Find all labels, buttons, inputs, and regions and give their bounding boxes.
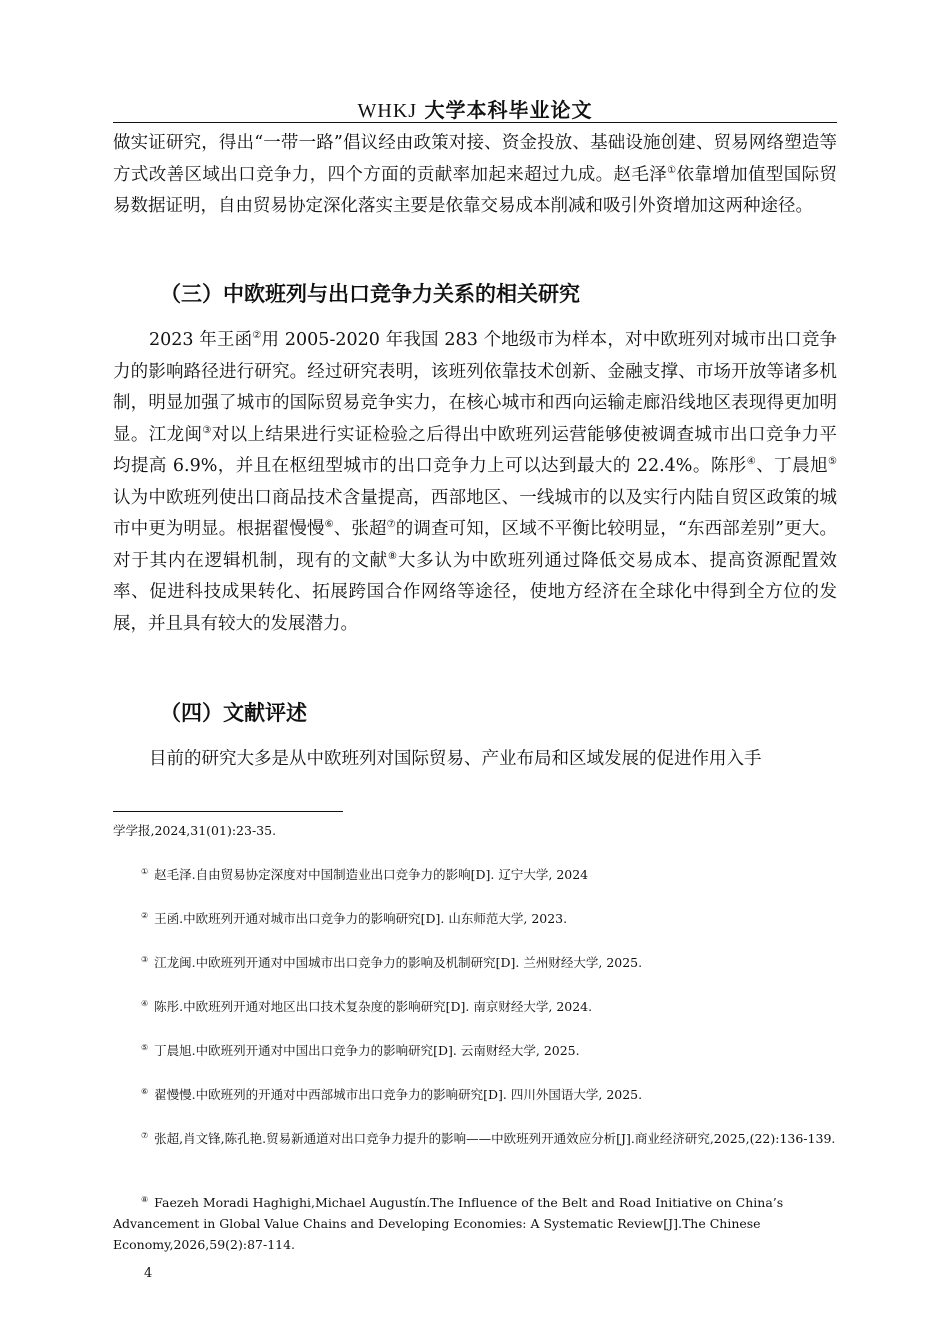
footnote-5: ⑤ 丁晨旭.中欧班列开通对中国出口竞争力的影响研究[D]. 云南财经大学, 2025. (141, 1042, 580, 1058)
footnote-4: ④ 陈彤.中欧班列开通对地区出口技术复杂度的影响研究[D]. 南京财经大学, 2024. (141, 998, 593, 1014)
footnote-mark: ⑦ (141, 1130, 149, 1140)
body-paragraph-2: 2023 年王函②用 2005-2020 年我国 283 个地级市为样本，对中欧班列对城市出口竞争力的影响路径进行研究。经过研究表明，该班列依靠技术创新、金融支撑、市场开放等诸多机制，明显加强了城市的国际贸易竞争实力，在核心城市和西向运输走廊沿线地区表现得更加明显。江龙闽③对以上结果进行实证检验之后得出中欧班列运营能够使被调查城市出口竞争力平均提高 6.9%，并且在枢纽型城市的出口竞争力上可以达到最大的 22.4%。陈彤④、丁晨旭⑤认为中欧班列使出口商品技术含量提高，西部地区、一线城市的以及实行内陆自贸区政策的城市中更为明显。根据翟慢慢⑥、张超⑦的调查可知，区域不平衡比较明显，“东西部差别”更大。对于其内在逻辑机制，现有的文献⑧大多认为中欧班列通过降低交易成本、提高资源配置效率、促进科技成果转化、拓展跨国合作网络等途径，使地方经济在全球化中得到全方位的发展，并且具有较大的发展潜力。 (113, 330, 838, 634)
footnote-3: ③ 江龙闽.中欧班列开通对中国城市出口竞争力的影响及机制研究[D]. 兰州财经大学, 2025. (141, 954, 643, 970)
page-number: 4 (144, 1266, 153, 1281)
footnote-ref: ② (252, 330, 262, 342)
body-paragraph-1: 做实证研究，得出“一带一路”倡议经由政策对接、资金投放、基础设施创建、贸易网络塑造等方式改善区域出口竞争力，四个方面的贡献率加起来超过九成。赵毛泽①依靠增加值型国际贸易数据证明，自由贸易协定深化落实主要是依靠交易成本削减和吸引外资增加这两种途径。 (113, 133, 838, 216)
footnote-mark: ① (141, 866, 149, 876)
section-heading-3: （三）中欧班列与出口竞争力关系的相关研究 (160, 282, 580, 306)
footnote-ref: ① (667, 164, 677, 176)
footnote-ref: ⑧ (388, 550, 398, 562)
footnote-mark: ⑤ (141, 1042, 149, 1052)
footnote-mark: ⑥ (141, 1086, 149, 1096)
section-heading-4: （四）文献评述 (160, 701, 307, 725)
footnote-7: ⑦ 张超,肖文锋,陈孔艳.贸易新通道对出口竞争力提升的影响——中欧班列开通效应分析[J].商业经济研究,2025,(22):136-139. (141, 1130, 836, 1146)
footnote-ref: ④ (746, 456, 757, 468)
header-title: 大学本科毕业论文 (424, 98, 593, 122)
footnote-2: ② 王函.中欧班列开通对城市出口竞争力的影响研究[D]. 山东师范大学, 2023. (141, 910, 568, 926)
header-institution-code: WHKJ (357, 100, 418, 122)
footnote-1: ① 赵毛泽.自由贸易协定深度对中国制造业出口竞争力的影响[D]. 辽宁大学, 2024 (141, 866, 589, 882)
footnote-continued: 学学报,2024,31(01):23-35. (113, 823, 277, 838)
footnote-6: ⑥ 翟慢慢.中欧班列的开通对中西部城市出口竞争力的影响研究[D]. 四川外国语大学, 2025. (141, 1086, 643, 1102)
body-paragraph-3: 目前的研究大多是从中欧班列对国际贸易、产业布局和区域发展的促进作用入手 (149, 749, 762, 769)
footnote-ref: ⑥ (324, 519, 334, 531)
footnote-mark: ③ (141, 954, 149, 964)
running-header (113, 94, 837, 123)
footnote-mark: ④ (141, 998, 149, 1008)
footnote-ref: ⑦ (386, 519, 396, 531)
header-rule (113, 122, 837, 123)
footnote-mark: ② (141, 910, 149, 920)
footnote-8: ⑧ Faezeh Moradi Haghighi,Michael Augustín.The Influence of the Belt and Road Initiative on China’s Advancement in Global Value Chains and Developing Economies: A Systematic Review[J].The Chinese Economy,2026,59(2):87-114. (113, 1194, 784, 1252)
footnote-mark: ⑧ (141, 1194, 149, 1204)
footnote-ref: ③ (202, 424, 212, 436)
footnote-separator (113, 811, 343, 812)
footnote-ref: ⑤ (828, 456, 838, 468)
